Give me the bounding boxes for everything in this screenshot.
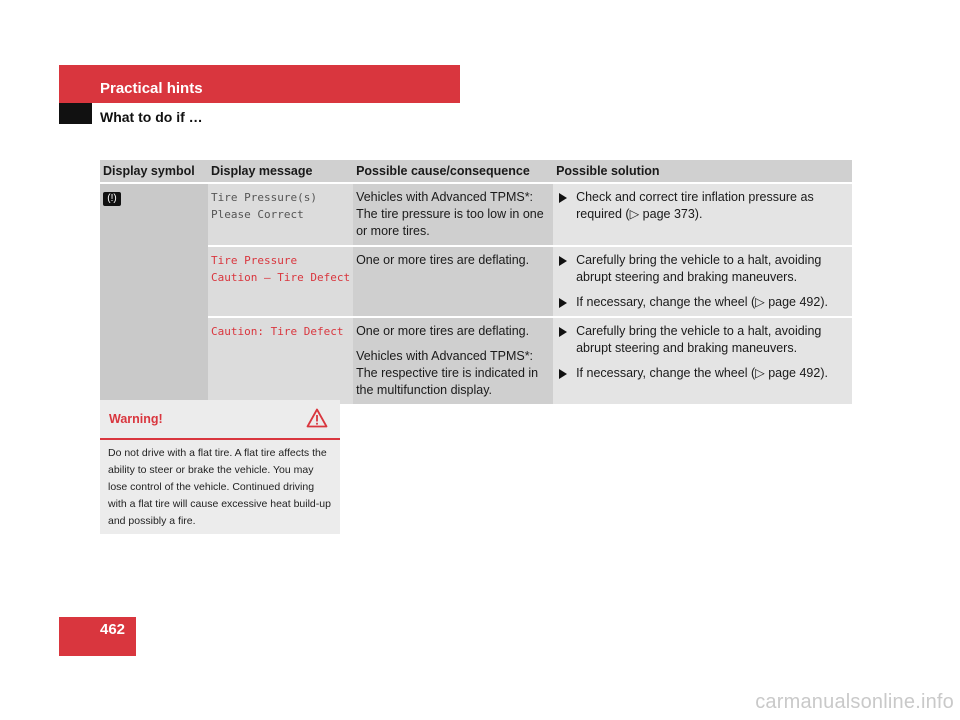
solution-text: Carefully bring the vehicle to a halt, avoiding abrupt steering and braking maneuvers. <box>576 253 822 284</box>
col-header-cause: Possible cause/consequence <box>353 160 553 183</box>
col-header-symbol: Display symbol <box>100 160 208 183</box>
col-header-solution: Possible solution <box>553 160 852 183</box>
cause-text: One or more tires are deflating. <box>356 324 530 338</box>
message-cell <box>208 246 353 317</box>
table-row <box>100 183 852 246</box>
table-row <box>100 246 852 317</box>
solution-step <box>556 189 849 223</box>
message-cell <box>208 183 353 246</box>
step-arrow-icon <box>559 369 567 379</box>
display-message-line: Tire Pressure(s) <box>211 191 317 204</box>
cause-cell <box>353 246 553 317</box>
watermark: carmanualsonline.info <box>755 691 954 713</box>
page-number: 462 <box>100 621 126 638</box>
cause-text: Vehicles with Advanced TPMS*: The tire pressure is too low in one or more tires. <box>356 190 544 238</box>
step-arrow-icon <box>559 327 567 337</box>
warning-box <box>100 400 340 534</box>
solution-text: Check and correct tire inflation pressure as required (▷ page 373). <box>576 190 814 221</box>
solution-text: If necessary, change the wheel (▷ page 492). <box>576 295 828 309</box>
solution-step <box>556 323 849 357</box>
message-cell <box>208 317 353 404</box>
solution-cell <box>553 317 852 404</box>
display-message-line: Please Correct <box>211 208 304 221</box>
solution-cell <box>553 183 852 246</box>
warning-title: Warning! <box>109 412 163 426</box>
solution-text: If necessary, change the wheel (▷ page 492). <box>576 366 828 380</box>
display-message-line: Caution: Tire Defect <box>211 325 344 338</box>
solution-step <box>556 294 849 311</box>
warning-header <box>100 400 340 440</box>
display-message-line: Tire Pressure <box>211 254 298 267</box>
solution-text: Carefully bring the vehicle to a halt, avoiding abrupt steering and braking maneuvers. <box>576 324 822 355</box>
step-arrow-icon <box>559 193 567 203</box>
display-message-line: Caution – Tire Defect <box>211 271 351 284</box>
page-subtitle: What to do if … <box>100 109 203 125</box>
cause-text: Vehicles with Advanced TPMS*: The respective tire is indicated in the multifunction display. <box>356 349 539 397</box>
header-marker <box>59 103 92 124</box>
cause-cell <box>353 317 553 404</box>
col-header-message: Display message <box>208 160 353 183</box>
warning-text: Do not drive with a flat tire. A flat tire affects the ability to steer or brake the vehicle. You may lose control of the vehicle. Continued driving with a flat tire will cause excessive heat build-up and possibly a fire. <box>108 447 331 527</box>
symbol-cell <box>100 183 208 404</box>
solution-step <box>556 365 849 382</box>
cause-cell <box>353 183 553 246</box>
cause-text: One or more tires are deflating. <box>356 253 530 267</box>
tire-pressure-warning-icon: (!) <box>103 192 121 206</box>
tire-message-table <box>100 160 852 404</box>
table-header-row <box>100 160 852 183</box>
warning-triangle-icon <box>306 408 328 428</box>
step-arrow-icon <box>559 256 567 266</box>
section-title: Practical hints <box>100 80 203 97</box>
table-row <box>100 317 852 404</box>
solution-cell <box>553 246 852 317</box>
solution-step <box>556 252 849 286</box>
step-arrow-icon <box>559 298 567 308</box>
